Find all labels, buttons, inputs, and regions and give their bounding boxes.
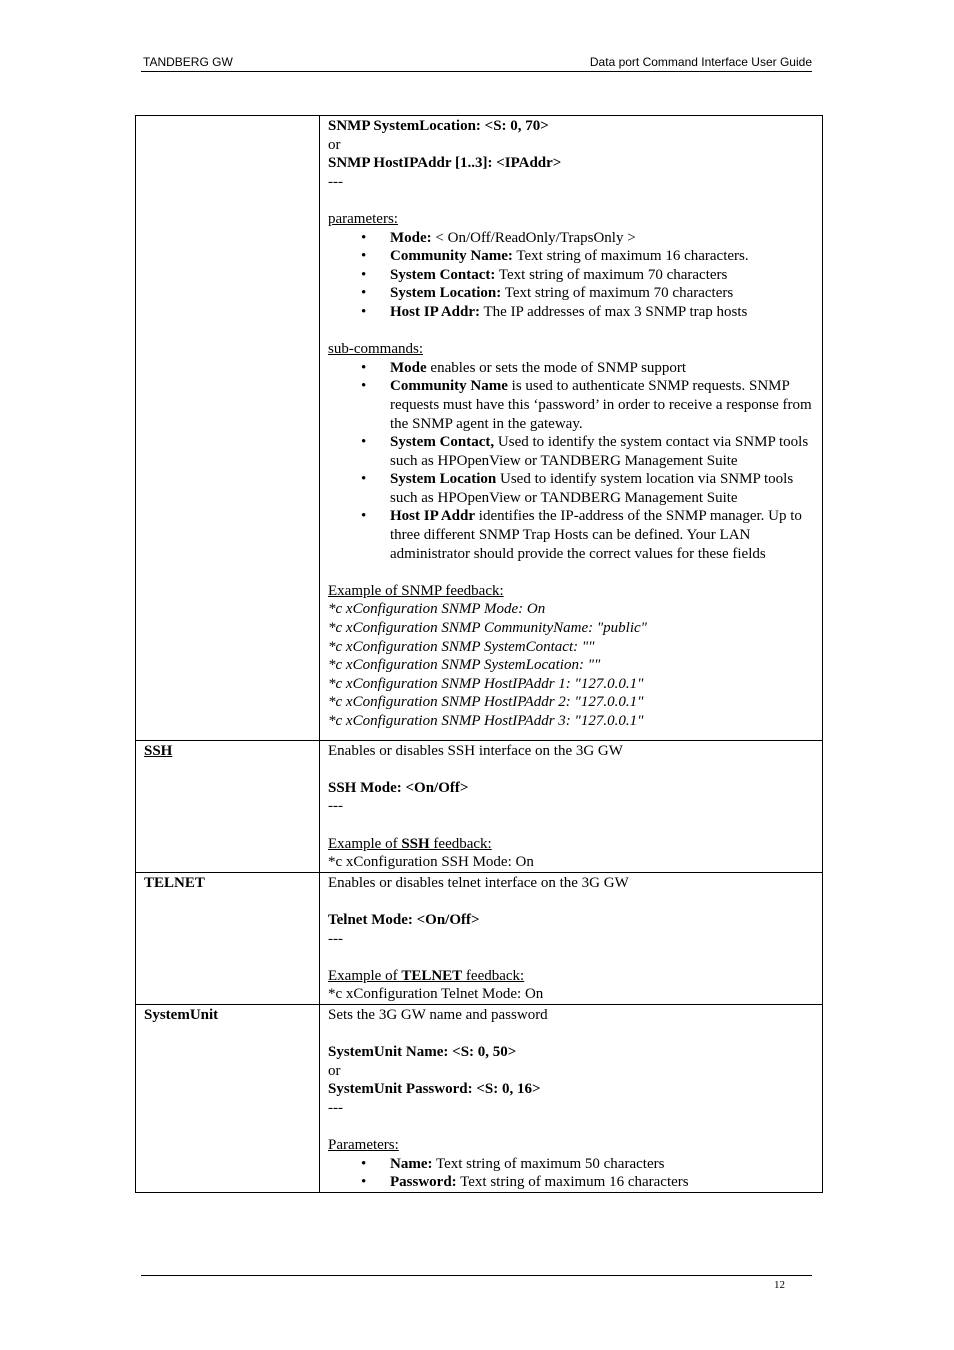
syntax-line: SystemUnit Password: <S: 0, 16>: [328, 1081, 541, 1098]
example-label: Example of SNMP feedback:: [328, 582, 504, 599]
separator-dashes: ---: [328, 173, 343, 190]
list-item: • System Contact, Used to identify the system contact via SNMP tools such as HPOpenView or TANDBERG Management Suite: [328, 433, 814, 470]
example-line: *c xConfiguration Telnet Mode: On: [328, 986, 544, 1003]
list-item: • Host IP Addr: The IP addresses of max 3 SNMP trap hosts: [328, 303, 814, 322]
parameters-label: Parameters:: [328, 1137, 399, 1154]
description-text: Sets the 3G GW name and password: [328, 1006, 548, 1023]
command-table: [135, 115, 823, 1193]
example-line: *c xConfiguration SNMP HostIPAddr 1: "127.0.0.1": [328, 675, 644, 692]
parameters-list: [328, 229, 814, 322]
example-line: *c xConfiguration SNMP Mode: On: [328, 601, 546, 618]
example-line: *c xConfiguration SNMP HostIPAddr 2: "127.0.0.1": [328, 694, 644, 711]
command-name: SystemUnit: [144, 1006, 219, 1023]
command-name: SSH: [144, 742, 173, 759]
table-row-ssh: [136, 740, 823, 872]
separator-dashes: ---: [328, 798, 343, 815]
syntax-line: SNMP SystemLocation: <S: 0, 70>: [328, 118, 549, 134]
example-label: Example of SSH feedback:: [328, 835, 492, 852]
parameters-list: [328, 1155, 814, 1192]
command-name-cell: [136, 872, 320, 1004]
example-line: *c xConfiguration SNMP HostIPAddr 3: "127.0.0.1": [328, 713, 644, 729]
example-line: *c xConfiguration SNMP SystemLocation: "": [328, 657, 601, 674]
list-item: • Host IP Addr identifies the IP-address of the SNMP manager. Up to three different SNMP Trap Hosts can be defined. Your LAN administrator should provide the correct values for these fields: [328, 507, 814, 563]
command-description-cell: [320, 872, 823, 1004]
list-item: • System Contact: Text string of maximum 70 characters: [328, 266, 814, 285]
parameters-label: parameters:: [328, 210, 398, 227]
list-item: • Community Name: Text string of maximum 16 characters.: [328, 247, 814, 266]
sub-commands-list: [328, 359, 814, 564]
table-row-telnet: [136, 872, 823, 1004]
description-text: Enables or disables SSH interface on the 3G GW: [328, 742, 623, 759]
syntax-line: Telnet Mode: <On/Off>: [328, 911, 480, 928]
syntax-line: SSH Mode: <On/Off>: [328, 779, 469, 796]
command-description-cell: [320, 1004, 823, 1192]
separator-dashes: ---: [328, 1099, 343, 1116]
example-line: *c xConfiguration SNMP CommunityName: "public": [328, 620, 647, 637]
command-name-cell: [136, 1004, 320, 1192]
syntax-line: SystemUnit Name: <S: 0, 50>: [328, 1044, 517, 1061]
list-item: • System Location: Text string of maximum 70 characters: [328, 284, 814, 303]
list-item: • Password: Text string of maximum 16 characters: [328, 1173, 814, 1192]
command-description-cell: [320, 740, 823, 872]
footer-rule: [141, 1275, 812, 1276]
page-number: 12: [774, 1279, 785, 1291]
table-row-snmp: [136, 116, 823, 741]
list-item: • System Location Used to identify system location via SNMP tools such as HPOpenView or TANDBERG Management Suite: [328, 470, 814, 507]
separator-dashes: ---: [328, 930, 343, 947]
list-item: • Mode: < On/Off/ReadOnly/TrapsOnly >: [328, 229, 814, 248]
command-name-cell: [136, 116, 320, 741]
command-name-cell: [136, 740, 320, 872]
example-line: *c xConfiguration SSH Mode: On: [328, 854, 534, 871]
or-text: or: [328, 1062, 341, 1079]
example-label: Example of TELNET feedback:: [328, 967, 525, 984]
header-title: TANDBERG GW: [143, 55, 233, 69]
or-text: or: [328, 136, 341, 153]
command-description-cell: [320, 116, 823, 741]
list-item: • Community Name is used to authenticate SNMP requests. SNMP requests must have this ‘password’ in order to receive a response from the SNMP agent in the gateway.: [328, 377, 814, 433]
header-guide-title: Data port Command Interface User Guide: [589, 55, 812, 69]
syntax-line: SNMP HostIPAddr [1..3]: <IPAddr>: [328, 155, 562, 172]
table-row-systemunit: [136, 1004, 823, 1192]
description-text: Enables or disables telnet interface on the 3G GW: [328, 874, 629, 891]
header-rule: [141, 71, 812, 72]
command-name: TELNET: [144, 874, 205, 891]
list-item: • Name: Text string of maximum 50 characters: [328, 1155, 814, 1174]
example-line: *c xConfiguration SNMP SystemContact: "": [328, 638, 595, 655]
sub-commands-label: sub-commands:: [328, 341, 423, 358]
list-item: • Mode enables or sets the mode of SNMP support: [328, 359, 814, 378]
